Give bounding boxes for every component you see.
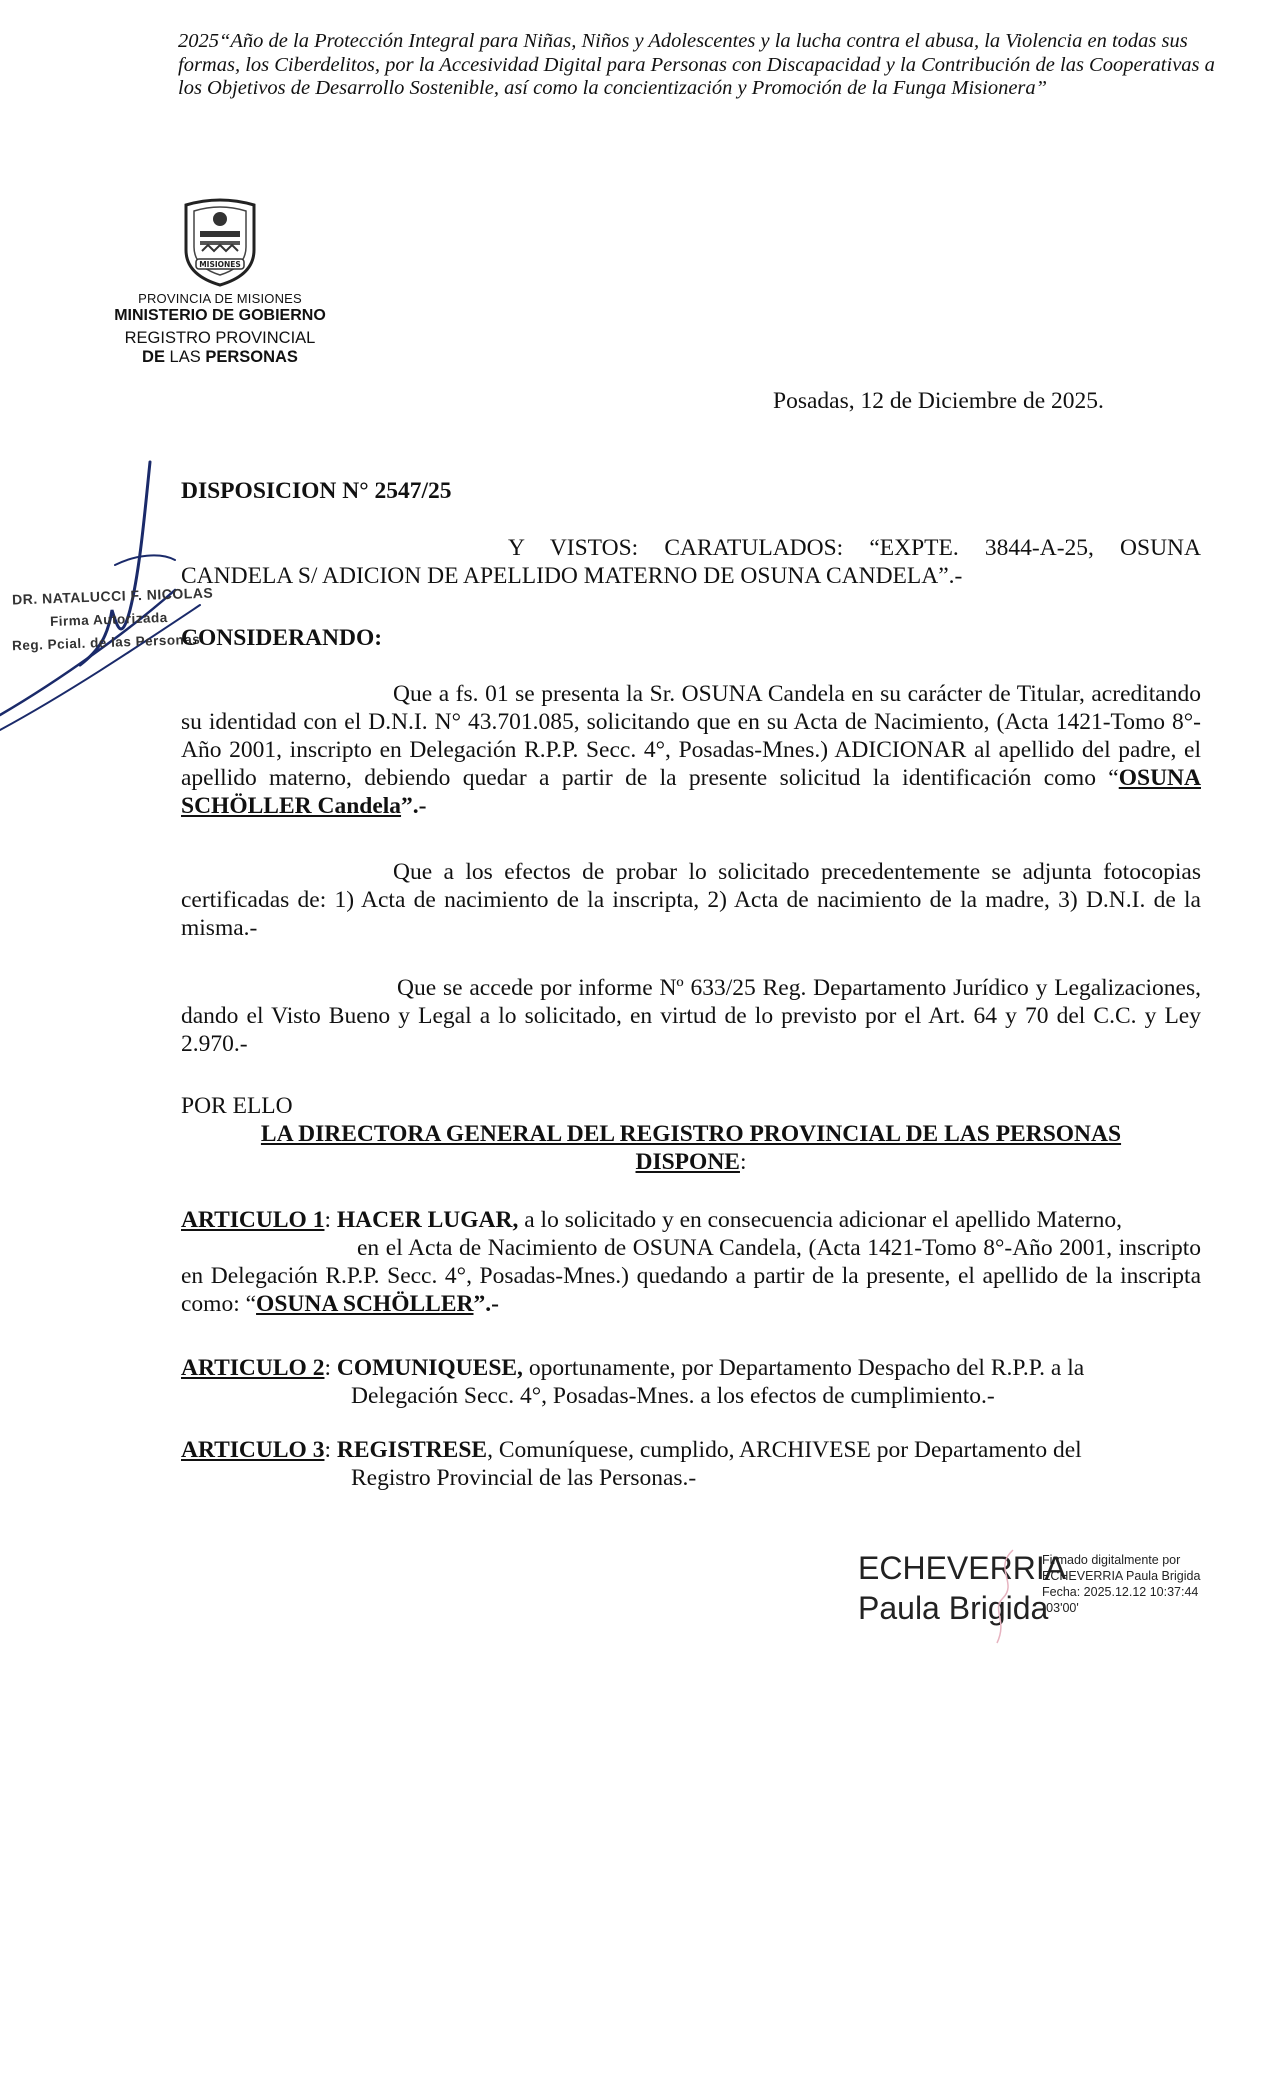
signature-flourish-icon — [983, 1548, 1023, 1648]
por-ello: POR ELLO — [181, 1093, 293, 1119]
stamp-line3: Reg. Pcial. de las Personas — [11, 631, 201, 654]
provincial-shield-icon — [176, 195, 264, 287]
signer-surname: ECHEVERRIA — [858, 1550, 1067, 1586]
institution-logo — [95, 195, 345, 367]
considerando-heading: CONSIDERANDO: — [181, 625, 383, 651]
stamp-line1: DR. NATALUCCI F. NICOLAS — [11, 584, 214, 608]
disposition-title: DISPOSICION N° 2547/25 — [181, 478, 452, 504]
director-statement: LA DIRECTORA GENERAL DEL REGISTRO PROVINCIAL DE LAS PERSONAS DISPONE: — [260, 1121, 1122, 1175]
considerando-paragraph-3: Que se accede por informe Nº 633/25 Reg. Departamento Jurídico y Legalizaciones, dando el Visto Bueno y Legal a lo solicitado, en virtud de lo previsto por el Art. 64 y 70 del C.C. y Ley 2.970.- — [181, 975, 1201, 1057]
svg-text:MISIONES: MISIONES — [199, 260, 241, 269]
header-note: 2025“Año de la Protección Integral para Niñas, Niños y Adolescentes y la lucha contra el abusa, la Violencia en todas sus formas, los Ciberdelitos, por la Accesividad Digital para Personas con Discapacidad y la Contribución de las Cooperativas a los Objetivos de Desarrollo Sostenible, así como la concientización y Promoción de la Funga Misionera” — [178, 30, 1215, 99]
vistos-paragraph: Y VISTOS: CARATULADOS: “EXPTE. 3844-A-25, OSUNA CANDELA S/ ADICION DE APELLIDO MATERNO DE OSUNA CANDELA”.- — [181, 535, 1201, 589]
logo-ministry: MINISTERIO DE GOBIERNO — [114, 307, 326, 324]
logo-registry-line1: REGISTRO PROVINCIAL — [124, 329, 316, 347]
applicant-full-name: OSUNA SCHÖLLER Candela — [181, 765, 1201, 819]
signer-given-name: Paula Brigida — [858, 1590, 1049, 1626]
signature-details: Firmado digitalmente por ECHEVERRIA Paula Brigida Fecha: 2025.12.12 10:37:44 -03'00' — [1042, 1553, 1201, 1615]
stamp-line2: Firma Autorizada — [49, 609, 169, 630]
date-line: Posadas, 12 de Diciembre de 2025. — [773, 388, 1104, 414]
logo-registry-line2: DE LAS PERSONAS — [142, 348, 298, 366]
considerando-paragraph-2: Que a los efectos de probar lo solicitado precedentemente se adjunta fotocopias certificadas de: 1) Acta de nacimiento de la inscripta, 2) Acta de nacimiento de la madre, 3) D.N.I. de la misma.- — [181, 859, 1201, 941]
logo-province: PROVINCIA DE MISIONES — [138, 291, 302, 306]
considerando-paragraph-1: Que a fs. 01 se presenta la Sr. OSUNA Candela en su carácter de Titular, acreditando su identidad con el D.N.I. N° 43.701.085, solicitando que en su Acta de Nacimiento, (Acta 1421-Tomo 8°-Año 2001, inscripto en Delegación R.P.P. Secc. 4°, Posadas-Mnes.) ADICIONAR al apellido del padre, el apellido materno, debiendo quedar a partir de la presente solicitud la identificación como “OSUNA SCHÖLLER Candela”.- — [181, 681, 1201, 819]
resulting-surname: OSUNA SCHÖLLER — [256, 1291, 474, 1317]
articulo-2: ARTICULO 2: COMUNIQUESE, oportunamente, por Departamento Despacho del R.P.P. a la Delegación Secc. 4°, Posadas-Mnes. a los efectos de cumplimiento.- — [181, 1355, 1085, 1409]
articulo-1: ARTICULO 1: HACER LUGAR, a lo solicitado y en consecuencia adicionar el apellido Materno, en el Acta de Nacimiento de OSUNA Candela, (Acta 1421-Tomo 8°-Año 2001, inscripto en Delegación R.P.P. Secc. 4°, Posadas-Mnes.) quedando a partir de la presente, el apellido de la inscripta como: “OSUNA SCHÖLLER”.- — [181, 1207, 1201, 1317]
articulo-3: ARTICULO 3: REGISTRESE, Comuníquese, cumplido, ARCHIVESE por Departamento del Registro Provincial de las Personas.- — [181, 1437, 1082, 1491]
